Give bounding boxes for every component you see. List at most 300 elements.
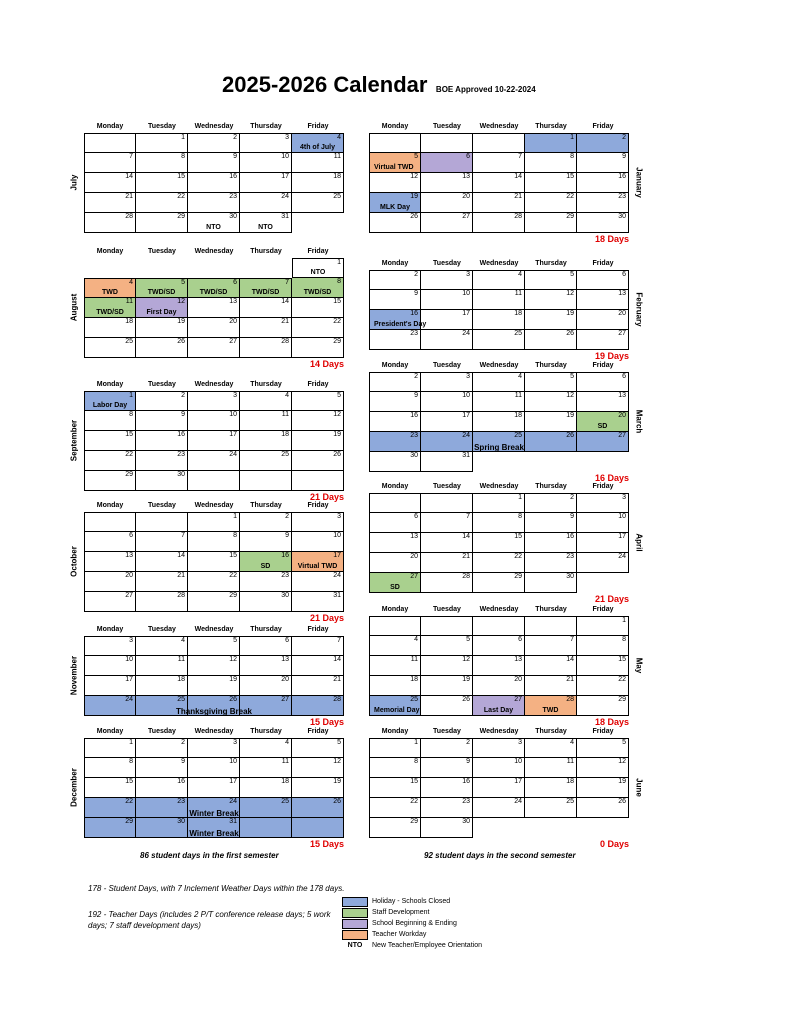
day-number: 17: [229, 778, 237, 785]
calendar-title: [222, 72, 536, 98]
day-cell: [84, 572, 136, 592]
day-number: 23: [410, 330, 418, 337]
weekday-label: Friday: [592, 123, 614, 130]
weekday-label: Friday: [307, 123, 329, 130]
day-cell: [421, 758, 473, 778]
weekday-label: Monday: [96, 123, 124, 130]
day-cell: [473, 310, 525, 330]
day-number: 1: [570, 134, 574, 141]
day-cell: [188, 471, 240, 491]
day-number: 21: [125, 193, 133, 200]
day-cell: [84, 778, 136, 798]
day-cell: [473, 133, 525, 153]
day-cell: [577, 493, 629, 513]
weekday-label: Monday: [96, 728, 124, 735]
day-number: 4: [129, 279, 133, 286]
day-cell: [136, 258, 188, 278]
day-event-label: SD: [260, 563, 271, 570]
day-cell: [525, 656, 577, 676]
day-number: 12: [229, 656, 237, 663]
day-cell: [84, 173, 136, 193]
day-number: 10: [462, 392, 470, 399]
day-number: 23: [229, 193, 237, 200]
day-cell: [421, 818, 473, 838]
day-number: 30: [410, 452, 418, 459]
day-cell: [525, 798, 577, 818]
day-number: 15: [514, 533, 522, 540]
day-event-label: 4th of July: [299, 144, 335, 151]
month-grid: [84, 133, 344, 233]
day-cell: [525, 758, 577, 778]
day-number: 30: [618, 213, 626, 220]
day-cell: [525, 616, 577, 636]
month-name: August: [69, 293, 79, 322]
day-cell: [369, 153, 421, 173]
semester-one-summary: 86 student days in the first semester: [140, 851, 279, 860]
day-number: 13: [462, 173, 470, 180]
day-cell: [188, 552, 240, 572]
month-days-total: 16 Days: [594, 473, 629, 483]
weekday-header: [369, 604, 629, 616]
weekday-label: Thursday: [535, 260, 567, 267]
day-cell: [473, 213, 525, 233]
day-number: 29: [177, 213, 185, 220]
day-number: 17: [618, 533, 626, 540]
day-cell: [292, 592, 344, 612]
day-number: 7: [518, 153, 522, 160]
day-number: 8: [233, 532, 237, 539]
weekday-header: [84, 624, 344, 636]
weekday-label: Friday: [592, 362, 614, 369]
day-event-label: Last Day: [483, 707, 514, 714]
day-number: 17: [125, 676, 133, 683]
day-number: 22: [177, 193, 185, 200]
day-event-label: TWD: [542, 707, 559, 714]
weekday-header: [84, 121, 344, 133]
day-event-label: Virtual TWD: [297, 563, 338, 570]
day-number: 1: [181, 134, 185, 141]
day-number: 5: [570, 271, 574, 278]
day-number: 30: [281, 592, 289, 599]
day-number: 3: [337, 513, 341, 520]
day-cell: [421, 573, 473, 593]
day-number: 6: [518, 636, 522, 643]
day-cell: [577, 173, 629, 193]
day-cell: [577, 270, 629, 290]
day-number: 30: [229, 213, 237, 220]
legend-item-sd: [342, 907, 482, 918]
day-number: 20: [462, 193, 470, 200]
day-cell: [188, 738, 240, 758]
day-number: 5: [233, 637, 237, 644]
day-number: 22: [566, 193, 574, 200]
day-cell: [240, 676, 292, 696]
weekday-label: Tuesday: [433, 606, 461, 613]
day-cell: [84, 512, 136, 532]
day-number: 19: [618, 778, 626, 785]
day-cell: [136, 153, 188, 173]
month-grid: [369, 372, 629, 472]
day-number: 10: [229, 411, 237, 418]
day-number: 11: [566, 758, 574, 765]
day-number: 2: [414, 271, 418, 278]
day-event-label: MLK Day: [380, 204, 410, 211]
day-number: 27: [618, 432, 626, 439]
day-cell: [292, 676, 344, 696]
weekday-label: Wednesday: [479, 260, 519, 267]
day-cell: [240, 173, 292, 193]
day-number: 2: [414, 373, 418, 380]
day-cell: [292, 572, 344, 592]
day-number: 5: [622, 739, 626, 746]
day-cell: [240, 552, 292, 572]
day-cell: [577, 798, 629, 818]
weekday-label: Thursday: [250, 728, 282, 735]
day-cell: [473, 758, 525, 778]
day-cell: [84, 656, 136, 676]
day-cell: [421, 173, 473, 193]
day-number: 27: [462, 213, 470, 220]
day-cell: [369, 133, 421, 153]
day-number: 14: [333, 656, 341, 663]
day-number: 1: [622, 617, 626, 624]
day-cell: [421, 493, 473, 513]
day-cell: [577, 412, 629, 432]
month-days-total: 21 Days: [309, 613, 344, 623]
weekday-label: Tuesday: [148, 728, 176, 735]
day-number: 3: [129, 637, 133, 644]
day-number: 8: [518, 513, 522, 520]
day-cell: [240, 258, 292, 278]
month-name: July: [69, 174, 79, 191]
day-cell: [136, 656, 188, 676]
day-number: 15: [229, 552, 237, 559]
day-number: 27: [229, 338, 237, 345]
day-cell: [84, 278, 136, 298]
day-cell: [525, 310, 577, 330]
day-number: 6: [622, 373, 626, 380]
month-grid: [84, 391, 344, 491]
day-number: 4: [570, 739, 574, 746]
day-cell: [188, 592, 240, 612]
day-cell: [136, 572, 188, 592]
day-cell: [421, 452, 473, 472]
day-number: 6: [466, 153, 470, 160]
day-number: 31: [281, 213, 289, 220]
day-cell: [577, 636, 629, 656]
day-cell: [188, 133, 240, 153]
day-cell: [577, 133, 629, 153]
day-number: 12: [410, 173, 418, 180]
day-cell: [577, 676, 629, 696]
day-cell: [292, 552, 344, 572]
month-name: March: [634, 409, 644, 434]
day-cell: [421, 133, 473, 153]
day-number: 17: [229, 431, 237, 438]
day-cell: [188, 278, 240, 298]
day-number: 4: [414, 636, 418, 643]
day-cell: [525, 778, 577, 798]
day-number: 28: [333, 696, 341, 703]
day-number: 29: [229, 592, 237, 599]
day-cell: [292, 153, 344, 173]
day-number: 26: [566, 432, 574, 439]
weekday-label: Friday: [592, 260, 614, 267]
month-mar: [369, 360, 644, 483]
day-number: 11: [333, 153, 341, 160]
day-cell: [525, 452, 577, 472]
day-cell: [473, 573, 525, 593]
day-event-label: President's Day: [374, 321, 427, 328]
day-cell: [525, 696, 577, 716]
day-number: 8: [129, 411, 133, 418]
day-number: 18: [281, 431, 289, 438]
day-number: 8: [570, 153, 574, 160]
day-cell: [136, 592, 188, 612]
break-banner: Winter Break: [189, 829, 239, 838]
day-cell: [369, 452, 421, 472]
day-cell: [292, 298, 344, 318]
weekday-header: [84, 500, 344, 512]
weekday-header: [84, 246, 344, 258]
day-number: 15: [177, 173, 185, 180]
day-number: 12: [333, 758, 341, 765]
day-number: 1: [518, 494, 522, 501]
day-cell: [421, 153, 473, 173]
month-name: June: [634, 778, 644, 797]
day-cell: [240, 431, 292, 451]
day-number: 7: [570, 636, 574, 643]
day-cell: [240, 298, 292, 318]
day-number: 16: [281, 552, 289, 559]
day-cell: [473, 616, 525, 636]
day-number: 26: [618, 798, 626, 805]
day-number: 18: [410, 676, 418, 683]
day-cell: [369, 636, 421, 656]
day-cell: [84, 592, 136, 612]
day-number: 24: [333, 572, 341, 579]
day-event-label: NTO: [258, 224, 273, 231]
day-cell: [240, 471, 292, 491]
day-cell: [473, 153, 525, 173]
day-number: 2: [466, 739, 470, 746]
day-cell: [525, 173, 577, 193]
month-apr: [369, 481, 644, 604]
month-grid: [84, 258, 344, 358]
day-number: 8: [337, 278, 341, 285]
month-days-total: 21 Days: [309, 492, 344, 502]
day-cell: [473, 193, 525, 213]
day-number: 19: [566, 412, 574, 419]
day-cell: [473, 493, 525, 513]
day-cell: [369, 173, 421, 193]
weekday-header: [369, 258, 629, 270]
day-number: 8: [414, 758, 418, 765]
day-cell: [188, 572, 240, 592]
day-number: 13: [410, 533, 418, 540]
break-banner: Spring Break: [474, 443, 524, 452]
day-number: 6: [233, 279, 237, 286]
day-number: 24: [514, 798, 522, 805]
day-number: 13: [514, 656, 522, 663]
day-number: 9: [181, 411, 185, 418]
month-name: December: [69, 768, 79, 807]
day-cell: [369, 656, 421, 676]
day-number: 11: [125, 298, 133, 305]
day-number: 7: [466, 513, 470, 520]
day-cell: [369, 758, 421, 778]
day-number: 29: [125, 471, 133, 478]
weekday-header: [369, 726, 629, 738]
day-cell: [136, 471, 188, 491]
day-cell: [292, 133, 344, 153]
day-number: 25: [566, 798, 574, 805]
day-cell: [525, 818, 577, 838]
day-number: 25: [281, 798, 289, 805]
day-number: 11: [410, 656, 418, 663]
day-number: 20: [618, 310, 626, 317]
day-number: 4: [518, 373, 522, 380]
month-name: April: [634, 533, 644, 552]
day-cell: [136, 552, 188, 572]
day-cell: [136, 298, 188, 318]
day-cell: [84, 758, 136, 778]
weekday-label: Friday: [307, 502, 329, 509]
day-number: 14: [514, 173, 522, 180]
day-number: 7: [181, 532, 185, 539]
day-cell: [84, 676, 136, 696]
day-number: 24: [229, 798, 237, 805]
day-cell: [525, 290, 577, 310]
day-cell: [525, 676, 577, 696]
day-number: 10: [462, 290, 470, 297]
semester-two-summary: 92 student days in the second semester: [424, 851, 576, 860]
day-number: 22: [514, 553, 522, 560]
month-days-total: 21 Days: [594, 594, 629, 604]
day-cell: [473, 173, 525, 193]
day-cell: [240, 451, 292, 471]
legend-item-tw: [342, 929, 482, 940]
day-cell: [292, 532, 344, 552]
day-number: 23: [566, 553, 574, 560]
weekday-label: Tuesday: [148, 626, 176, 633]
day-cell: [240, 778, 292, 798]
day-number: 3: [466, 271, 470, 278]
day-number: 20: [410, 553, 418, 560]
day-cell: [188, 512, 240, 532]
day-number: 3: [622, 494, 626, 501]
day-cell: [525, 392, 577, 412]
day-number: 28: [177, 592, 185, 599]
day-number: 1: [129, 392, 133, 399]
day-event-label: TWD/SD: [251, 289, 280, 296]
weekday-label: Thursday: [250, 502, 282, 509]
day-cell: [421, 696, 473, 716]
day-number: 9: [622, 153, 626, 160]
month-may: [369, 604, 644, 727]
day-number: 8: [622, 636, 626, 643]
day-number: 5: [466, 636, 470, 643]
day-number: 12: [566, 392, 574, 399]
day-cell: [240, 153, 292, 173]
weekday-label: Monday: [381, 728, 409, 735]
day-cell: [84, 738, 136, 758]
month-grid: [84, 512, 344, 612]
legend-swatch: [342, 897, 368, 907]
day-cell: [525, 330, 577, 350]
day-number: 28: [462, 573, 470, 580]
day-number: 12: [333, 411, 341, 418]
day-number: 16: [410, 310, 418, 317]
day-number: 8: [129, 758, 133, 765]
day-number: 16: [177, 778, 185, 785]
day-number: 22: [410, 798, 418, 805]
day-number: 19: [410, 193, 418, 200]
day-cell: [421, 676, 473, 696]
day-number: 24: [618, 553, 626, 560]
day-cell: [84, 471, 136, 491]
day-cell: [525, 738, 577, 758]
day-cell: [525, 636, 577, 656]
day-number: 2: [233, 134, 237, 141]
day-cell: [292, 258, 344, 278]
day-cell: [240, 193, 292, 213]
day-number: 7: [337, 637, 341, 644]
weekday-label: Wednesday: [479, 483, 519, 490]
day-number: 3: [466, 373, 470, 380]
day-cell: [369, 738, 421, 758]
day-cell: [525, 493, 577, 513]
day-cell: [292, 656, 344, 676]
weekday-label: Thursday: [535, 123, 567, 130]
day-event-label: TWD/SD: [96, 309, 124, 316]
day-event-label: NTO: [310, 269, 326, 276]
legend-label: School Beginning & Ending: [372, 920, 457, 927]
weekday-label: Monday: [96, 626, 124, 633]
day-cell: [136, 391, 188, 411]
day-number: 27: [410, 573, 418, 580]
day-event-label: NTO: [206, 224, 221, 231]
day-number: 26: [410, 213, 418, 220]
day-cell: [84, 636, 136, 656]
day-cell: [292, 431, 344, 451]
day-cell: [292, 471, 344, 491]
day-cell: [188, 676, 240, 696]
month-days-total: 15 Days: [309, 839, 344, 849]
weekday-label: Tuesday: [433, 123, 461, 130]
day-cell: [577, 193, 629, 213]
day-number: 17: [462, 310, 470, 317]
day-cell: [525, 412, 577, 432]
day-cell: [473, 452, 525, 472]
day-cell: [421, 412, 473, 432]
day-number: 23: [410, 432, 418, 439]
day-number: 19: [229, 676, 237, 683]
day-cell: [473, 778, 525, 798]
day-number: 20: [281, 676, 289, 683]
weekday-label: Thursday: [535, 606, 567, 613]
day-cell: [292, 636, 344, 656]
day-number: 10: [125, 656, 133, 663]
day-number: 19: [177, 318, 185, 325]
day-cell: [136, 193, 188, 213]
day-cell: [473, 513, 525, 533]
day-cell: [188, 318, 240, 338]
month-grid: [84, 636, 344, 716]
day-cell: [136, 318, 188, 338]
day-cell: [421, 392, 473, 412]
day-number: 28: [514, 213, 522, 220]
